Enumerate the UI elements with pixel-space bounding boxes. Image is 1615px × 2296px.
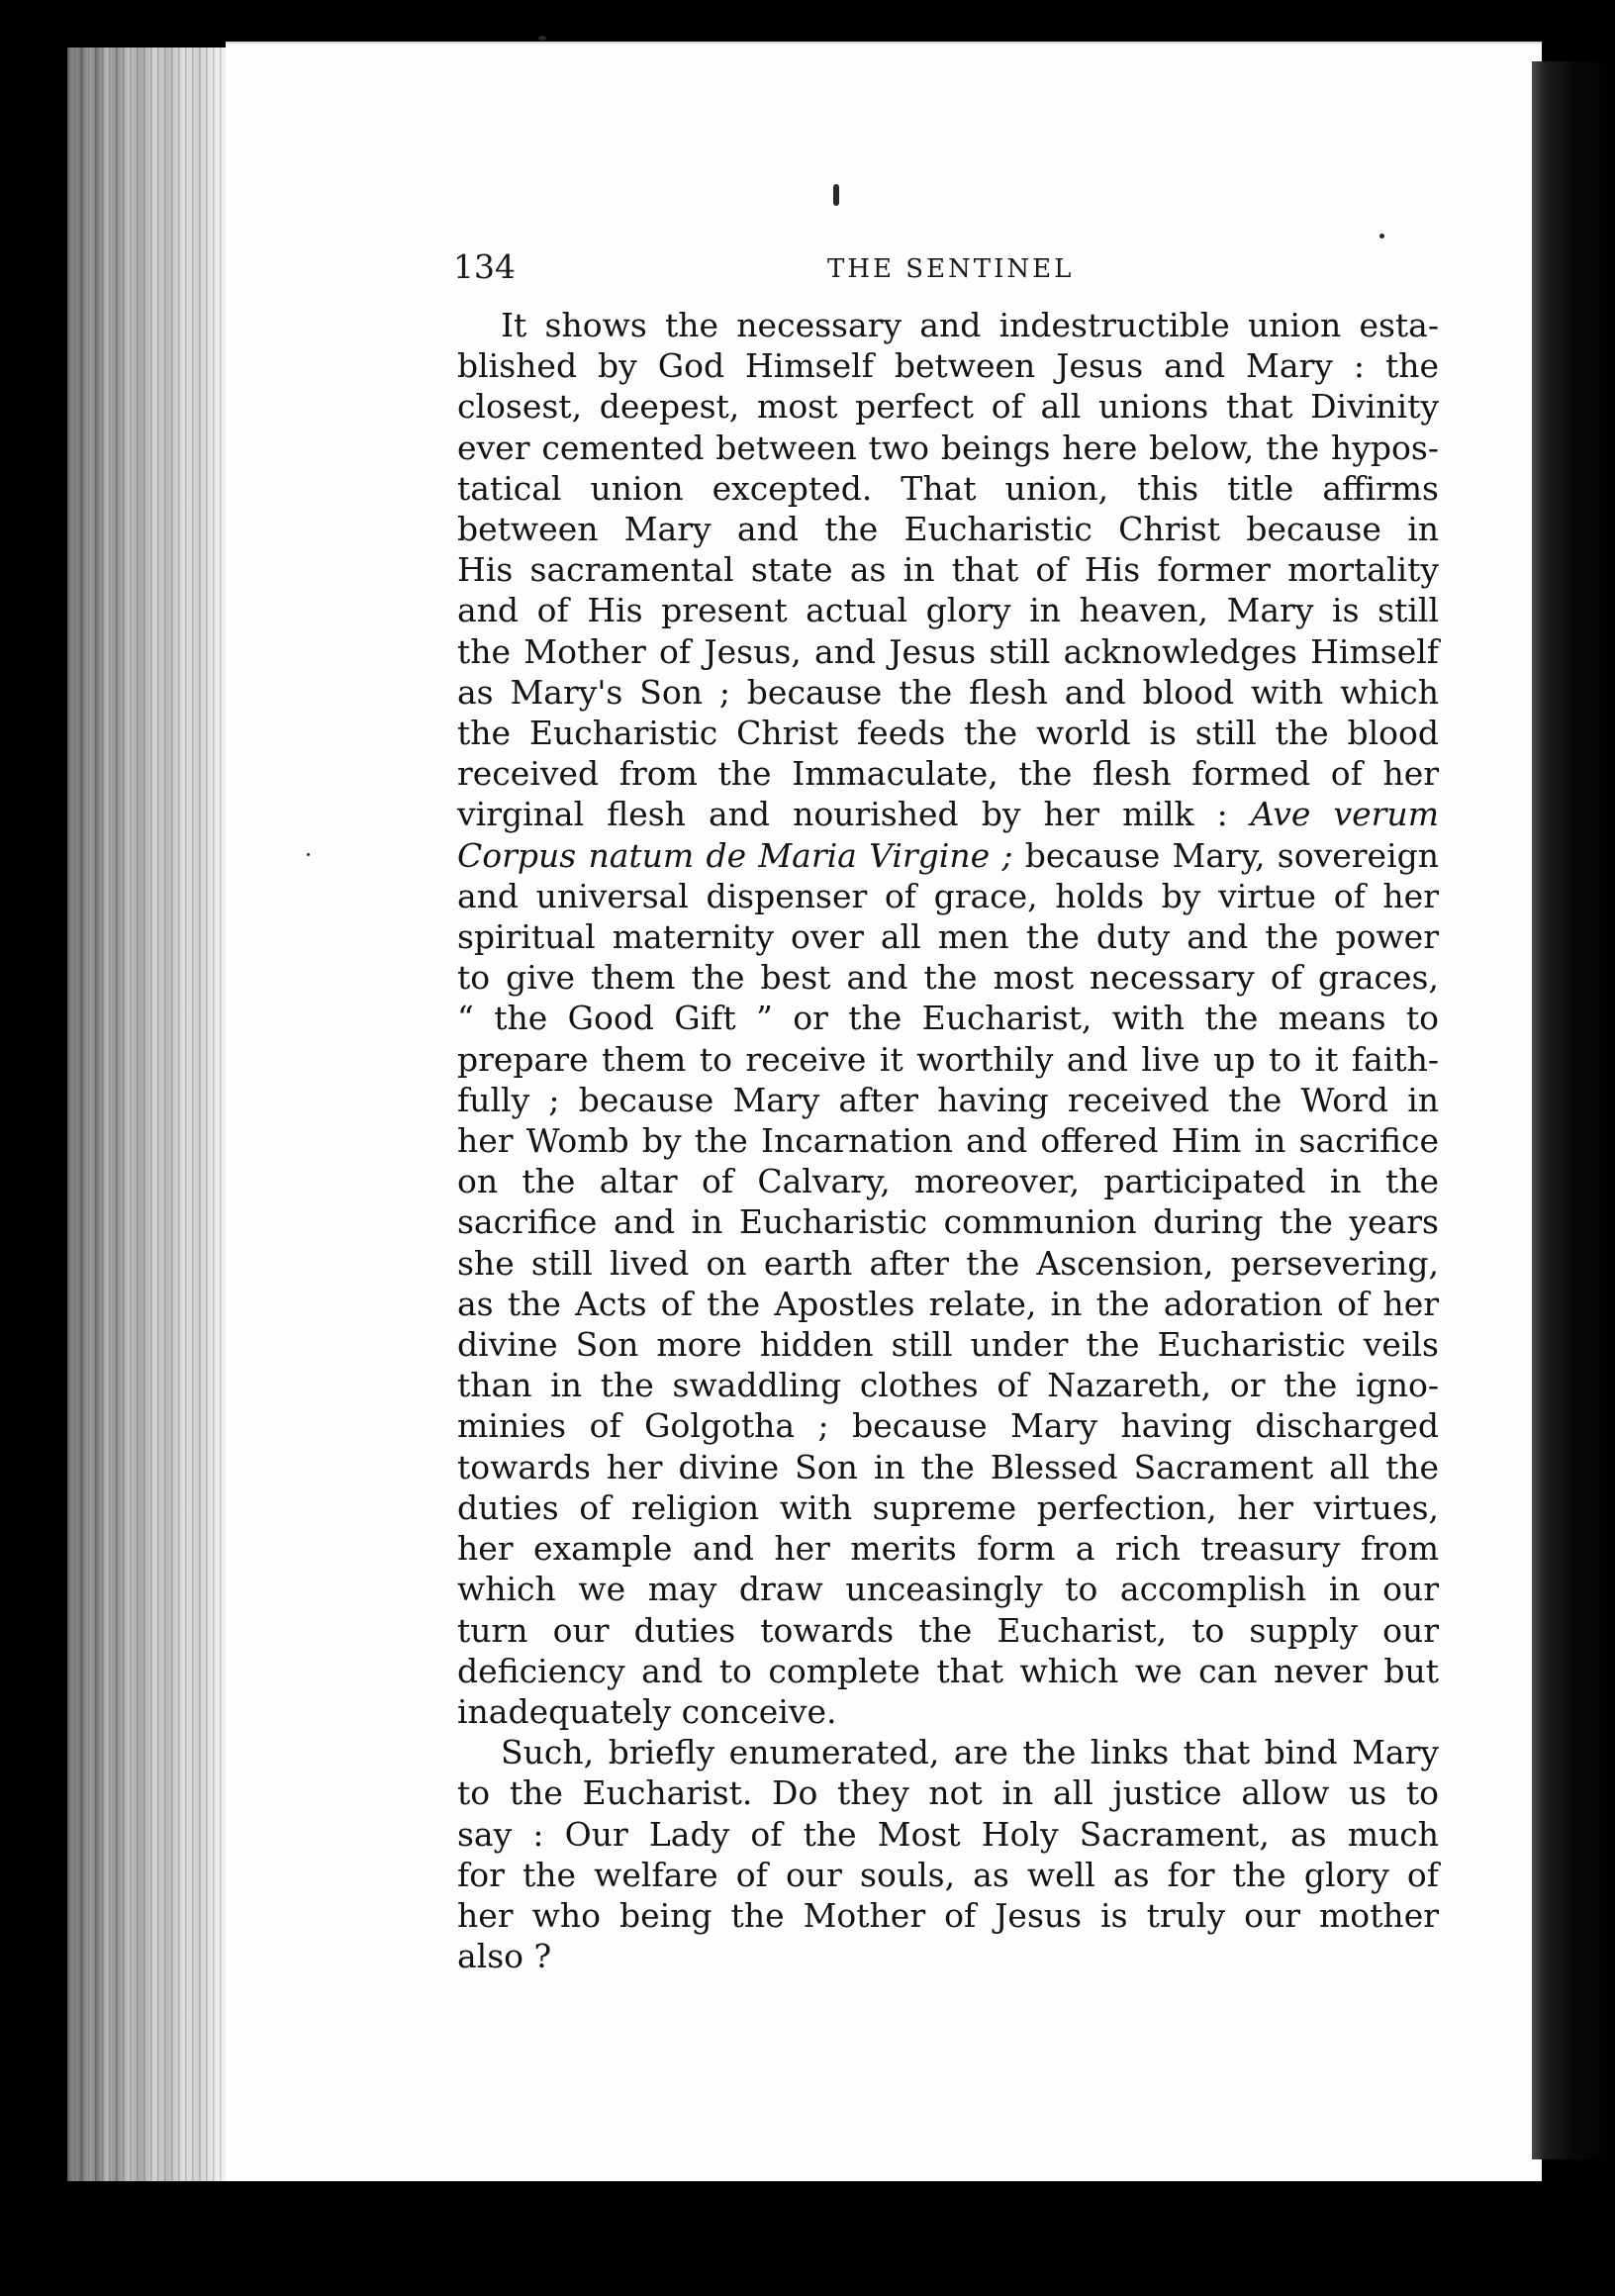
page-header xyxy=(453,245,1443,289)
text-line: for the welfare of our souls, as well as for the glory of xyxy=(457,1855,1439,1894)
text-line: tatical union excepted. That union, this title affirms xyxy=(457,468,1439,508)
text-line: say : Our Lady of the Most Holy Sacrament, as much xyxy=(457,1814,1439,1854)
text-line: her example and her merits form a rich treasury from xyxy=(457,1529,1439,1569)
text-segment: because Mary, sovereign xyxy=(1024,835,1440,875)
text-line: and of His present actual glory in heaven, Mary is still xyxy=(457,591,1439,630)
text-line: between Mary and the Eucharistic Christ because in xyxy=(457,510,1439,549)
print-speck xyxy=(538,36,546,41)
text-line: she still lived on earth after the Ascension, persevering, xyxy=(457,1243,1439,1283)
text-line: inadequately conceive. xyxy=(457,1691,837,1731)
text-line: prepare them to receive it worthily and live up to it faith- xyxy=(457,1039,1439,1079)
text-line: divine Son more hidden still under the Eucharistic veils xyxy=(457,1325,1439,1365)
text-line: as the Acts of the Apostles relate, in the adoration of her xyxy=(457,1284,1439,1323)
text-line: fully ; because Mary after having received the Word in xyxy=(457,1080,1439,1119)
text-line: Such, briefly enumerated, are the links that bind Mary xyxy=(501,1733,1439,1772)
text-line: and universal dispenser of grace, holds by virtue of her xyxy=(457,876,1439,915)
text-line: duties of religion with supreme perfection, her virtues, xyxy=(457,1487,1439,1527)
text-line: closest, deepest, most perfect of all unions that Divinity xyxy=(457,387,1439,427)
paragraph-2 xyxy=(457,1732,1439,1976)
print-speck xyxy=(1379,234,1384,239)
text-line: His sacramental state as in that of His former mortality xyxy=(457,550,1439,590)
text-line: towards her divine Son in the Blessed Sacrament all the xyxy=(457,1447,1439,1486)
text-line-mixed xyxy=(457,835,1439,876)
body-text xyxy=(457,305,1439,1976)
text-line: the Eucharistic Christ feeds the world is still the blood xyxy=(457,714,1439,753)
text-line: minies of Golgotha ; because Mary having discharged xyxy=(457,1406,1439,1446)
running-title: THE SENTINEL xyxy=(827,254,1075,284)
text-line: blished by God Himself between Jesus and Mary : the xyxy=(457,346,1439,386)
text-line: on the altar of Calvary, moreover, participated in the xyxy=(457,1162,1439,1201)
text-line: to the Eucharist. Do they not in all justice allow us to xyxy=(457,1773,1439,1813)
text-line: her who being the Mother of Jesus is truly our mother xyxy=(457,1895,1439,1935)
text-segment: virginal flesh and nourished by her milk : xyxy=(457,795,1228,834)
latin-phrase: Corpus natum de Maria Virgine ; xyxy=(457,835,1013,875)
text-line: It shows the necessary and indestructible union esta- xyxy=(501,306,1439,344)
text-line: turn our duties towards the Eucharist, to supply our xyxy=(457,1610,1439,1650)
book-gutter xyxy=(1532,61,1615,2159)
text-line: “ the Good Gift ” or the Eucharist, with the means to xyxy=(457,999,1439,1038)
text-line: than in the swaddling clothes of Nazareth, or the igno- xyxy=(457,1366,1439,1405)
text-line: the Mother of Jesus, and Jesus still acknowledges Himself xyxy=(457,631,1439,671)
latin-phrase: Ave verum xyxy=(1250,795,1439,834)
page-edges xyxy=(67,48,236,2181)
text-line: which we may draw unceasingly to accomplish in our xyxy=(457,1570,1439,1609)
text-line-mixed xyxy=(457,794,1439,834)
text-line: received from the Immaculate, the flesh formed of her xyxy=(457,754,1439,794)
text-line: deficiency and to complete that which we can never but xyxy=(457,1651,1439,1690)
text-line: spiritual maternity over all men the duty and the power xyxy=(457,917,1439,957)
paragraph-1 xyxy=(457,305,1439,1732)
text-line: sacrifice and in Eucharistic communion during the years xyxy=(457,1202,1439,1242)
text-line: ever cemented between two beings here below, the hypos- xyxy=(457,428,1439,467)
text-line: her Womb by the Incarnation and offered Him in sacrifice xyxy=(457,1121,1439,1161)
print-speck xyxy=(307,853,310,856)
print-speck xyxy=(833,184,839,206)
text-line: to give them the best and the most necessary of graces, xyxy=(457,958,1439,998)
text-line: also ? xyxy=(457,1937,552,1976)
page-number: 134 xyxy=(453,247,516,286)
text-line: as Mary's Son ; because the flesh and blood with which xyxy=(457,672,1439,712)
